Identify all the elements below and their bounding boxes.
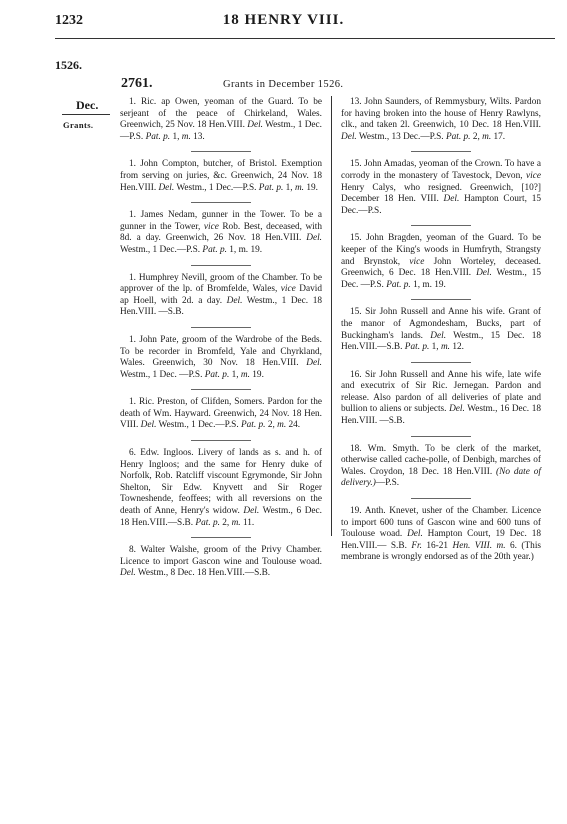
entry-divider	[411, 225, 471, 226]
entry-italic2: Pat. p.	[445, 131, 471, 142]
entry-divider	[411, 362, 471, 363]
entry-italic1: Del.	[430, 330, 447, 341]
grant-entry	[341, 307, 541, 353]
entry-divider	[191, 389, 251, 390]
header-rule	[55, 38, 555, 39]
entry-italic3: m.	[482, 131, 492, 142]
entry-divider	[191, 151, 251, 152]
grant-entry	[120, 335, 322, 381]
entry-divider	[191, 440, 251, 441]
entry-italic1: vice	[280, 284, 296, 295]
entry-italic3: Pat. p.	[386, 279, 411, 290]
entry-italic1: Del.	[120, 568, 136, 579]
grant-entry	[120, 545, 322, 580]
entry-mid: Westm., 1 Dec.—P.S.	[156, 420, 241, 431]
entry-italic1: Del.	[243, 506, 260, 517]
grant-entry	[120, 97, 322, 143]
entry-mid: Westm., 8 Dec. 18 Hen.VIII.—S.B.	[135, 568, 271, 579]
entry-main: 1. John Pate, groom of the Wardrobe of the Beds. To be recorder in Bromfeld, Yale and Chyrkland, Wales. Greenwich, 30 Nov. 18 Hen.VIII.	[120, 334, 322, 369]
entry-italic1: Del.	[158, 182, 175, 193]
entry-italic2: Pat. p.	[240, 420, 266, 431]
entry-mid: John Worteley, deceased. Greenwich, 6 Dec. 18 Hen.VIII.	[341, 256, 541, 279]
entry-divider	[411, 299, 471, 300]
entry-tail: Westm., 1 Dec.—P.S.	[120, 244, 203, 255]
entry-mid: Westm., 1 Dec.—P.S.	[120, 120, 322, 142]
entry-italic3: m.	[277, 420, 287, 431]
entry-main: 18. Wm. Smyth. To be clerk of the market, otherwise called cache-polle, of Denbigh, marches of Wales. Croydon, 18 Dec. 18 Hen.VIII.	[341, 443, 541, 477]
entry-italic3: m.	[181, 131, 191, 142]
entry-italic3: m.	[294, 182, 304, 193]
entry-mid: Henry Calys, who resigned. Greenwich, [10?] December 18 Hen. VIII.	[341, 182, 541, 205]
left-column	[120, 97, 322, 588]
entry-italic1: Del.	[140, 420, 157, 431]
grant-entry	[120, 159, 322, 194]
entry-italic2: Pat. p.	[204, 369, 230, 380]
entry-italic1: vice	[203, 221, 219, 232]
section-title: Grants in December 1526.	[223, 79, 344, 90]
entry-mid: Westm., 15 Dec. 18 Hen.VIII.—S.B.	[341, 330, 541, 353]
entry-italic1: Del.	[341, 131, 357, 142]
entry-main: 15. John Bragden, yeoman of the Guard. To be keeper of the King's woods in Humfryth, Strangsty and Brynstok,	[341, 233, 541, 267]
entry-mid: Westm., 6 Dec. 18 Hen.VIII.—S.B.	[120, 506, 322, 528]
grant-entry	[120, 210, 322, 256]
entry-italic2: Del.	[306, 233, 322, 244]
entry-tail: 1,	[283, 182, 295, 193]
entry-end: 11.	[240, 517, 255, 528]
entry-italic1: Del.	[306, 358, 322, 369]
entry-tail: Westm., 1 Dec. 18 Hen.VIII.	[120, 295, 322, 318]
grant-entry	[341, 506, 541, 564]
entry-italic2: Pat. p.	[404, 342, 430, 353]
entry-divider	[191, 537, 251, 538]
entry-italic2: Del.	[226, 295, 243, 306]
running-title: 18 HENRY VIII.	[222, 12, 345, 28]
entry-italic1: vice	[409, 256, 425, 267]
entry-mid: Westm., 13 Dec.—P.S.	[356, 131, 446, 142]
entry-divider	[411, 151, 471, 152]
entry-italic2: Del.	[443, 194, 460, 205]
entry-italic2: Fr.	[411, 540, 422, 551]
entry-end: 24.	[286, 420, 301, 431]
grant-entry	[341, 159, 541, 217]
entry-end: 17.	[491, 131, 506, 142]
right-column	[341, 97, 541, 572]
entry-italic3: m.	[440, 342, 450, 353]
entry-divider	[411, 498, 471, 499]
entry-main: 19. Anth. Knevet, usher of the Chamber. Licence to import 600 tuns of Gascon wine and 600 tuns of Toulouse woad.	[341, 506, 541, 540]
entry-italic1: Del.	[247, 120, 263, 131]
entry-main: 6. Edw. Ingloos. Livery of lands as s. and h. of Henry Ingloos; and the same for Henry duke of Norfolk, Rob. Ratcliff viscount Egrymonde, Sir John Shelton, Sir Edw. Knyvett and Sir Roger Towneshende, feoffees; with all reversions on the death of Anne, Henry's widow.	[120, 448, 322, 517]
entry-tail: Westm., 15 Dec. —P.S.	[341, 268, 542, 290]
grant-entry	[341, 370, 541, 428]
entry-end: 19.	[249, 369, 264, 380]
entry-tail: 1,	[170, 131, 182, 142]
margin-label: Grants.	[63, 120, 94, 130]
grant-entry	[120, 448, 322, 529]
entry-italic1: (No date of delivery.)	[341, 466, 541, 489]
entry-main: 1. Ric. ap Owen, yeoman of the Guard. To be serjeant of the peace of Chirkeland, Wales. Greenwich, 25 Nov. 18 Hen.VIII.	[120, 97, 322, 131]
entry-tail: 2,	[265, 420, 278, 431]
entry-main: 1. John Compton, butcher, of Bristol. Exemption from serving on juries, &c. Greenwich, 24 Nov. 18 Hen.VIII.	[120, 159, 322, 193]
entry-italic2: Pat. p.	[258, 182, 284, 193]
entry-tail: 1,	[229, 369, 241, 380]
grant-entry	[341, 97, 541, 143]
grant-entry	[341, 233, 541, 291]
entry-divider	[191, 265, 251, 266]
entry-main: 16. Sir John Russell and Anne his wife, late wife and executrix of Sir Ric. Jernegan. Pardon and release. Also pardon of all deliveries of plate and bullion to aliens or subjects.	[341, 369, 541, 415]
entry-italic3: Pat. p.	[202, 244, 227, 255]
entry-italic2: Pat. p.	[195, 517, 220, 528]
entry-end: 1, m. 19.	[410, 279, 446, 290]
entry-divider	[411, 436, 471, 437]
entry-italic1: Del.	[449, 404, 465, 415]
grant-entry	[341, 444, 541, 490]
grant-entry	[120, 273, 322, 319]
entry-italic1: Del.	[407, 529, 423, 540]
entry-italic3: m.	[231, 517, 241, 528]
entry-divider	[191, 327, 251, 328]
margin-month-rule	[62, 114, 110, 115]
section-number: 2761.	[121, 76, 153, 91]
entry-mid: Westm., 1 Dec. —P.S.	[120, 369, 205, 380]
entry-end: 6. (This membrane is wrongly endorsed as of the 20th year.)	[341, 540, 542, 563]
entry-tail: 16-21	[421, 540, 453, 551]
grant-entry	[120, 397, 322, 432]
entry-italic3: Hen. VIII. m.	[452, 540, 506, 551]
entry-main: 13. John Saunders, of Remmysbury, Wilts. Pardon for having broken into the house of Henry Rawlyns, clk., and taken 2l. Greenwich, 10 Dec. 18 Hen.VIII.	[341, 97, 541, 131]
entry-divider	[191, 202, 251, 203]
margin-month: Dec.	[76, 98, 99, 112]
margin-year: 1526.	[55, 58, 82, 72]
entry-tail: 1,	[429, 342, 441, 353]
entry-main: 8. Walter Walshe, groom of the Privy Chamber. Licence to import Gascon wine and Toulouse woad.	[120, 545, 322, 567]
page-number: 1232	[55, 13, 83, 28]
entry-italic1: vice	[526, 170, 541, 181]
entry-tail: Hampton Court, 15 Dec.—P.S.	[341, 194, 542, 216]
entry-mid: Hampton Court, 19 Dec. 18 Hen.VIII.— S.B.	[341, 529, 542, 551]
entry-main: 1. James Nedam, gunner in the Tower. To be a gunner in the Tower,	[120, 210, 322, 232]
entry-end: —S.B.	[156, 307, 184, 318]
entry-italic2: Pat. p.	[145, 131, 171, 142]
entry-mid: Rob. Best, deceased, with 8d. a day. Greenwich, 26 Nov. 18 Hen.VIII.	[120, 221, 322, 244]
column-divider	[331, 96, 332, 536]
entry-main: 15. John Amadas, yeoman of the Crown. To have a corrody in the monastery of Tavestock, Devon,	[341, 159, 541, 181]
entry-mid: Westm., 1 Dec.—P.S.	[174, 182, 259, 193]
entry-main: 1. Ric. Preston, of Clifden, Somers. Pardon for the death of Wm. Hayward. Greenwich, 24 Nov. 18 Hen. VIII.	[120, 397, 322, 431]
entry-end: 13.	[190, 131, 205, 142]
entry-end: 12.	[450, 342, 464, 353]
entry-end: 1, m. 19.	[226, 244, 263, 255]
entry-italic3: m.	[240, 369, 250, 380]
entry-mid: David ap Hoell, with 2d. a day.	[120, 284, 323, 306]
entry-tail: 2,	[470, 131, 483, 142]
entry-mid: Westm., 16 Dec. 18 Hen.VIII. —S.B.	[341, 404, 541, 427]
entry-main: 15. Sir John Russell and Anne his wife. Grant of the manor of Agmondesham, Bucks, part of Buckingham's lands.	[341, 307, 541, 341]
entry-main: 1. Humphrey Nevill, groom of the Chamber. To be approver of the lp. of Bromfelde, Wales,	[120, 272, 322, 295]
entry-mid: —P.S.	[375, 478, 400, 489]
entry-end: 19.	[304, 182, 318, 193]
entry-italic2: Del.	[476, 268, 492, 279]
entry-tail: 2,	[219, 517, 232, 528]
